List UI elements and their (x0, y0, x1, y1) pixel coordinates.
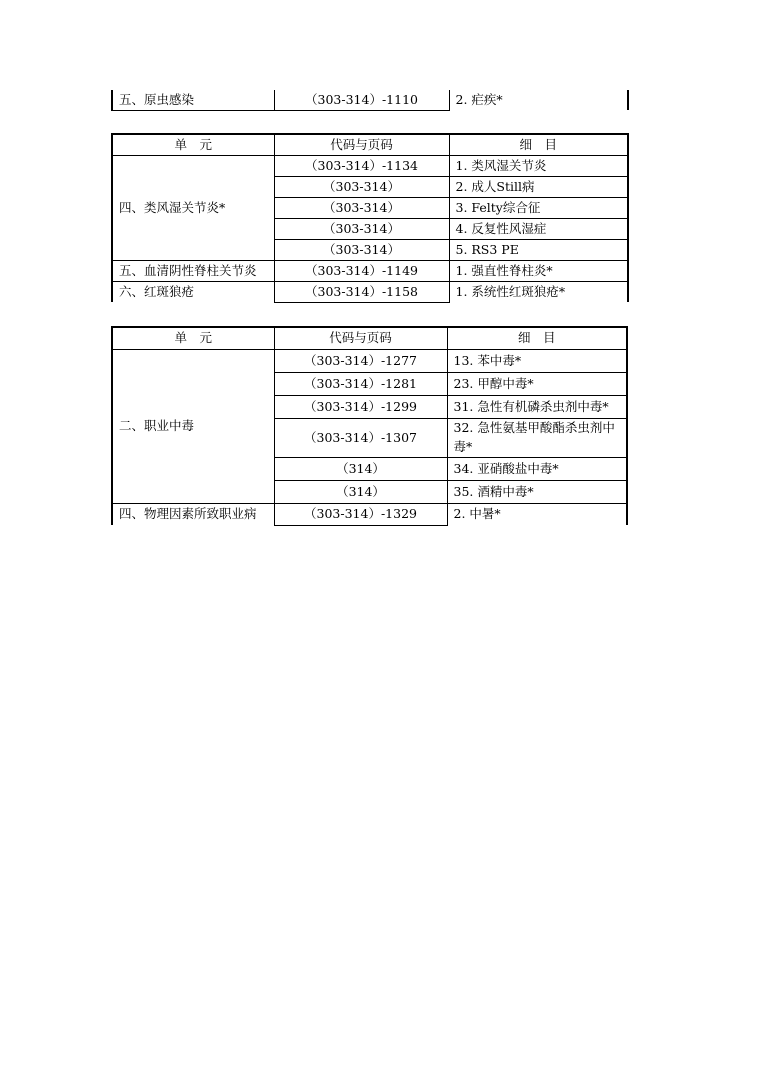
unit-cell: 四、物理因素所致职业病 (112, 503, 274, 525)
header-detail: 细 目 (447, 327, 627, 349)
code-cell: （303-314） (274, 176, 449, 197)
table-row (112, 260, 628, 281)
code-cell: （303-314） (274, 218, 449, 239)
unit-cell: 四、类风湿关节炎* (112, 155, 274, 260)
code-cell: （303-314）-1134 (274, 155, 449, 176)
header-unit: 单 元 (112, 327, 274, 349)
detail-cell: 34. 亚硝酸盐中毒* (447, 457, 627, 480)
table-rheumatic (111, 133, 629, 303)
code-cell: （303-314） (274, 197, 449, 218)
code-cell: （303-314）-1110 (274, 90, 449, 110)
detail-cell: 23. 甲醇中毒* (447, 372, 627, 395)
code-cell: （303-314）-1277 (274, 349, 447, 372)
code-cell: （303-314）-1158 (274, 281, 449, 302)
detail-cell: 13. 苯中毒* (447, 349, 627, 372)
header-detail: 细 目 (449, 134, 628, 155)
unit-cell: 五、原虫感染 (112, 90, 274, 110)
detail-cell: 3. Felty综合征 (449, 197, 628, 218)
detail-cell: 32. 急性氨基甲酸酯杀虫剂中毒* (447, 418, 627, 457)
table-row (112, 349, 627, 372)
unit-cell: 五、血清阴性脊柱关节炎 (112, 260, 274, 281)
code-cell: （303-314）-1149 (274, 260, 449, 281)
detail-cell: 2. 中暑* (447, 503, 627, 525)
detail-cell: 35. 酒精中毒* (447, 480, 627, 503)
detail-cell: 1. 类风湿关节炎 (449, 155, 628, 176)
code-cell: （303-314）-1307 (274, 418, 447, 457)
table-row (112, 155, 628, 176)
detail-cell: 2. 成人Still病 (449, 176, 628, 197)
unit-cell: 六、红斑狼疮 (112, 281, 274, 302)
table-protozoa (111, 90, 629, 111)
detail-cell: 1. 系统性红斑狼疮* (449, 281, 628, 302)
code-cell: （314） (274, 480, 447, 503)
header-code: 代码与页码 (274, 134, 449, 155)
code-cell: （303-314）-1281 (274, 372, 447, 395)
detail-cell: 5. RS3 PE (449, 239, 628, 260)
table-header-row (112, 134, 628, 155)
code-cell: （314） (274, 457, 447, 480)
header-unit: 单 元 (112, 134, 274, 155)
detail-cell: 31. 急性有机磷杀虫剂中毒* (447, 395, 627, 418)
unit-cell: 二、职业中毒 (112, 349, 274, 503)
code-cell: （303-314） (274, 239, 449, 260)
code-cell: （303-314）-1329 (274, 503, 447, 525)
table-row (112, 90, 628, 110)
table-row (112, 281, 628, 302)
header-code: 代码与页码 (274, 327, 447, 349)
detail-cell: 1. 强直性脊柱炎* (449, 260, 628, 281)
code-cell: （303-314）-1299 (274, 395, 447, 418)
detail-cell: 4. 反复性风湿症 (449, 218, 628, 239)
table-occupational (111, 326, 628, 526)
table-header-row (112, 327, 627, 349)
detail-cell: 2. 疟疾* (449, 90, 628, 110)
table-row (112, 503, 627, 525)
